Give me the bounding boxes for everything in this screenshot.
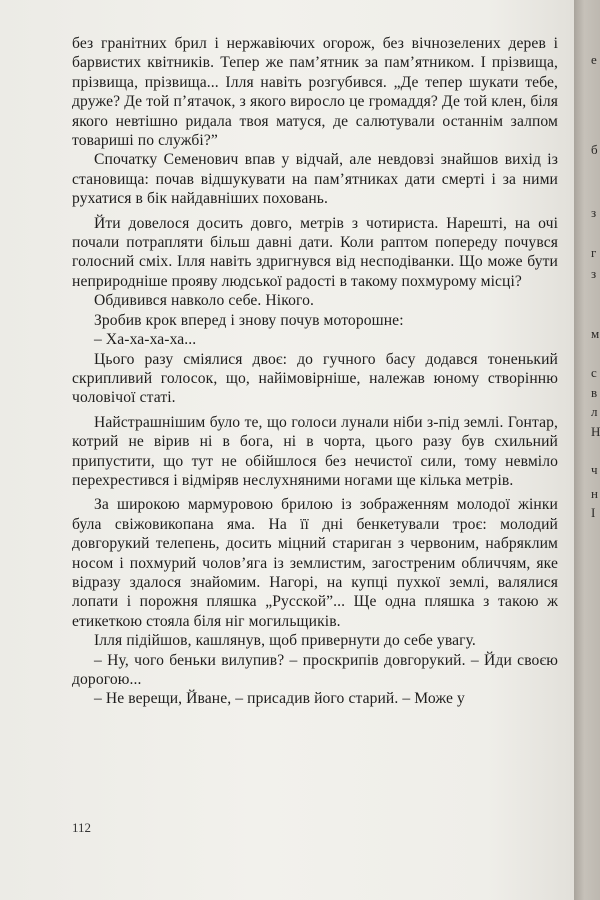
paragraph: Зробив крок вперед і знову почув моторошне: — [94, 311, 404, 329]
dialogue-line: – Ну, чого беньки вилупив? – проскрипів довгорукий. – Йди своєю дорогою... — [72, 651, 558, 688]
facing-page-fragment: з — [591, 205, 597, 220]
body-text — [72, 34, 558, 709]
facing-page-edge — [574, 0, 600, 900]
paragraph-continuation: без гранітних брил і нержавіючих огорож, без вічнозелених дерев і барвистих квітників. Тепер же пам’ятник за пам’ятником. І прізвища, прізвища, прізвища... Ілля навіть розгубився. „Де тепер шукати тебе, друже? Де той п’ятачок, з якого виросло це громаддя? Де той клен, біля якого невтішно ридала твоя матуся, де салютували останнім залпом товариші по службі?” — [72, 35, 558, 150]
dialogue-line: – Не верещи, Йване, – присадив його старий. – Може у — [94, 690, 465, 708]
facing-page-fragment: в — [591, 385, 598, 400]
facing-page-fragment: н — [591, 486, 598, 501]
facing-page-fragment: м — [591, 326, 600, 341]
facing-page-fragment: б — [591, 142, 598, 157]
page-number: 112 — [72, 820, 92, 835]
facing-page-fragment: Н — [591, 424, 600, 439]
facing-page-fragment: з — [591, 266, 597, 281]
paragraph: Спочатку Семенович впав у відчай, але невдовзі знайшов вихід із становища: почав відшукувати на пам’ятниках дати смерті і за ними рухатися в бік найдавніших поховань. — [72, 151, 558, 208]
facing-page-fragment: е — [591, 52, 597, 67]
facing-page-fragment: л — [591, 404, 598, 419]
facing-page-fragment: І — [591, 505, 596, 520]
paragraph: Найстрашнішим було те, що голоси лунали ніби з-під землі. Гонтар, котрий не вірив ні в бога, ні в чорта, цього разу був схильний припустити, що тут не обійшлося без нечистої сили, тому невміло перехрестився і відміряв неслухняними ногами ще кілька метрів. — [72, 413, 558, 489]
paragraph: Йти довелося досить довго, метрів з чотириста. Нарешті, на очі почали потрапляти більш давні дати. Коли раптом попереду почувся голосний сміх. Ілля навіть здригнувся від несподіванки. Що може бути неприродніше прояву людської радості в такому похмурому місці? — [72, 214, 558, 290]
dialogue-line: – Ха-ха-ха-ха... — [94, 331, 197, 349]
facing-page-fragment: ч — [591, 462, 598, 477]
facing-page-fragment: г — [591, 245, 597, 260]
paragraph: За широкою мармуровою брилою із зображенням молодої жінки була свіжовикопана яма. На її дні бенкетували троє: молодий довгорукий телепень, досить міцний стариган з червоним, набряклим носом і похмурий чолов’яга із землистим, загостреним обличчям, яке відразу здалося знайомим. Нагорі, на купці пухкої землі, валялися лопати і порожня пляшка „Русской”... Ще одна пляшка з такою ж етикеткою стояла біля ніг могильщиків. — [72, 496, 558, 630]
paragraph: Цього разу сміялися двоє: до гучного басу додався тоненький скрипливий голосок, що, найімовірніше, належав юному створінню чоловічої статі. — [72, 350, 558, 407]
paragraph: Ілля підійшов, кашлянув, щоб привернути до себе увагу. — [94, 632, 476, 650]
paragraph: Обдивився навколо себе. Нікого. — [94, 292, 314, 310]
facing-page-fragment: с — [591, 365, 597, 380]
